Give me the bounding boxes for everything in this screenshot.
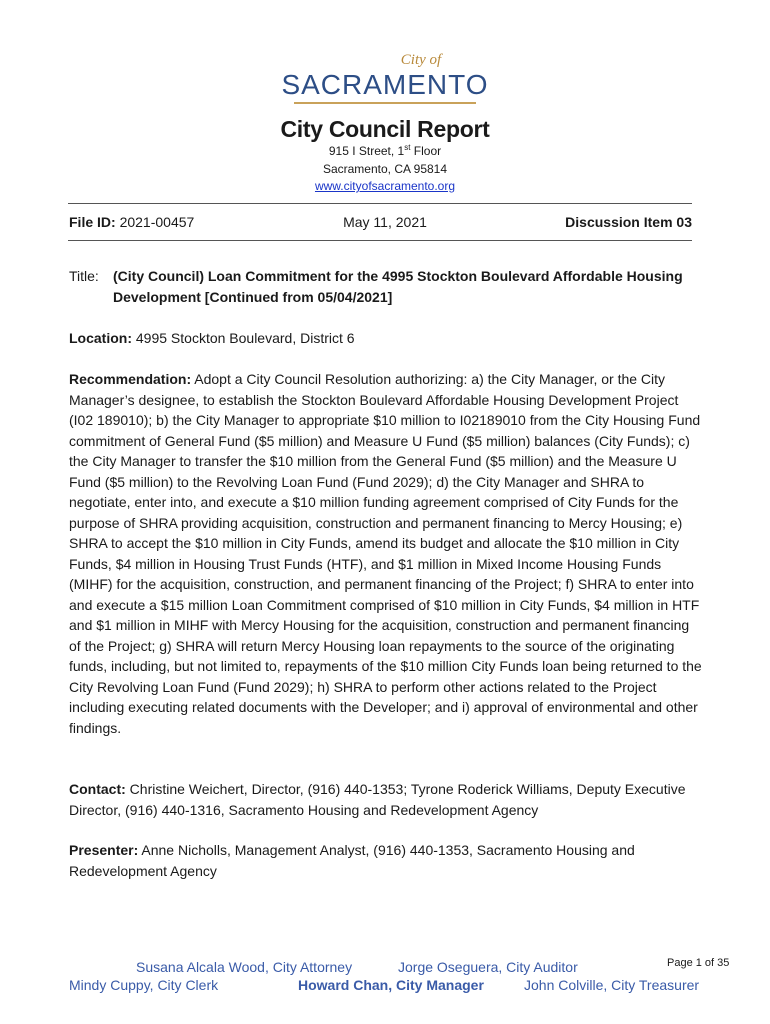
presenter-label: Presenter: xyxy=(69,842,139,858)
footer-city-treasurer: John Colville, City Treasurer xyxy=(524,977,700,993)
page-number: Page 1 of 35 xyxy=(667,957,730,969)
footer-city-clerk: Mindy Cuppy, City Clerk xyxy=(69,977,219,993)
contact-label: Contact: xyxy=(69,781,126,797)
location-label: Location: xyxy=(69,330,132,346)
divider-top xyxy=(68,203,692,204)
title-section xyxy=(69,266,693,308)
address-street-pre: 915 I Street, 1 xyxy=(328,144,405,158)
discussion-item: Discussion Item 03 xyxy=(565,214,692,230)
location-text: 4995 Stockton Boulevard, District 6 xyxy=(135,330,355,346)
file-id-label: File ID: xyxy=(69,214,116,230)
website-link[interactable]: www.cityofsacramento.org xyxy=(314,179,456,193)
city-logo xyxy=(0,50,770,104)
recommendation-text: Adopt a City Council Resolution authorizing: a) the City Manager, or the City Manager’s designee, to establish the Stockton Boulevard Affordable Housing Development Project (I02 189010); b) the City Manager to appropriate $10 million to I02189010 from the City Housing Fund commitment of General Fund ($5 million) and Measure U Fund ($5 million) balances (City Funds); c) the City Manager to transfer the $10 million from the General Fund ($5 million) and the Measure U Fund ($5 million) to the Revolving Loan Fund (Fund 2029); d) the City Manager and SHRA to negotiate, enter into, and execute a $10 million funding agreement comprised of City Funds for the purpose of SHRA providing acquisition, construction and permanent financing to Mercy Housing; e) SHRA to accept the $10 million in City Funds, amend its budget and allocate the $10 million in City Funds, $4 million in Housing Trust Funds (HTF), and $1 million in Mixed Income Housing Funds (MIHF) for the acquisition, construction, and permanent financing of the Project; f) SHRA to enter into and execute a $15 million Loan Commitment comprised of $10 million in City Funds, $4 million in HTF and $1 million in MIHF with Mercy Housing for the acquisition, construction and permanent financing of the Project; g) SHRA will return Mercy Housing loan repayments to the source of the originating funds, including, but not limited to, repayments of the $10 million City Funds loan being returned to the City Revolving Loan Fund (Fund 2029); h) SHRA to perform other actions related to the Project including executing related documents with the Developer; and i) approval of environmental and other findings. xyxy=(69,371,702,736)
meeting-date: May 11, 2021 xyxy=(343,214,427,230)
recommendation-section xyxy=(69,369,704,738)
report-title: City Council Report xyxy=(280,116,490,142)
recommendation-label: Recommendation: xyxy=(69,371,192,387)
divider-bottom xyxy=(68,240,692,241)
contact-section xyxy=(69,779,704,820)
location-section xyxy=(69,328,704,349)
file-id-value: 2021-00457 xyxy=(119,214,195,230)
footer-city-auditor: Jorge Oseguera, City Auditor xyxy=(398,959,578,975)
address-street xyxy=(0,144,770,158)
logo-city-of: City of xyxy=(400,52,442,68)
footer-city-attorney: Susana Alcala Wood, City Attorney xyxy=(136,959,353,975)
address-street-post: Floor xyxy=(410,144,442,158)
title-text: (City Council) Loan Commitment for the 4995 Stockton Boulevard Affordable Housing Development [Continued from 05/04/2021] xyxy=(113,268,683,305)
address-street-sup: st xyxy=(404,143,411,152)
contact-text: Christine Weichert, Director, (916) 440-1353; Tyrone Roderick Williams, Deputy Executive Director, (916) 440-1316, Sacramento Housing and Redevelopment Agency xyxy=(69,781,686,818)
presenter-text: Anne Nicholls, Management Analyst, (916) 440-1353, Sacramento Housing and Redevelopment Agency xyxy=(69,842,635,879)
footer-city-manager: Howard Chan, City Manager xyxy=(298,977,484,993)
title-label: Title: xyxy=(69,268,99,284)
address-city: Sacramento, CA 95814 xyxy=(322,162,448,176)
logo-underline xyxy=(294,102,476,104)
logo-sacramento: SACRAMENTO xyxy=(281,69,489,100)
presenter-section xyxy=(69,840,704,881)
